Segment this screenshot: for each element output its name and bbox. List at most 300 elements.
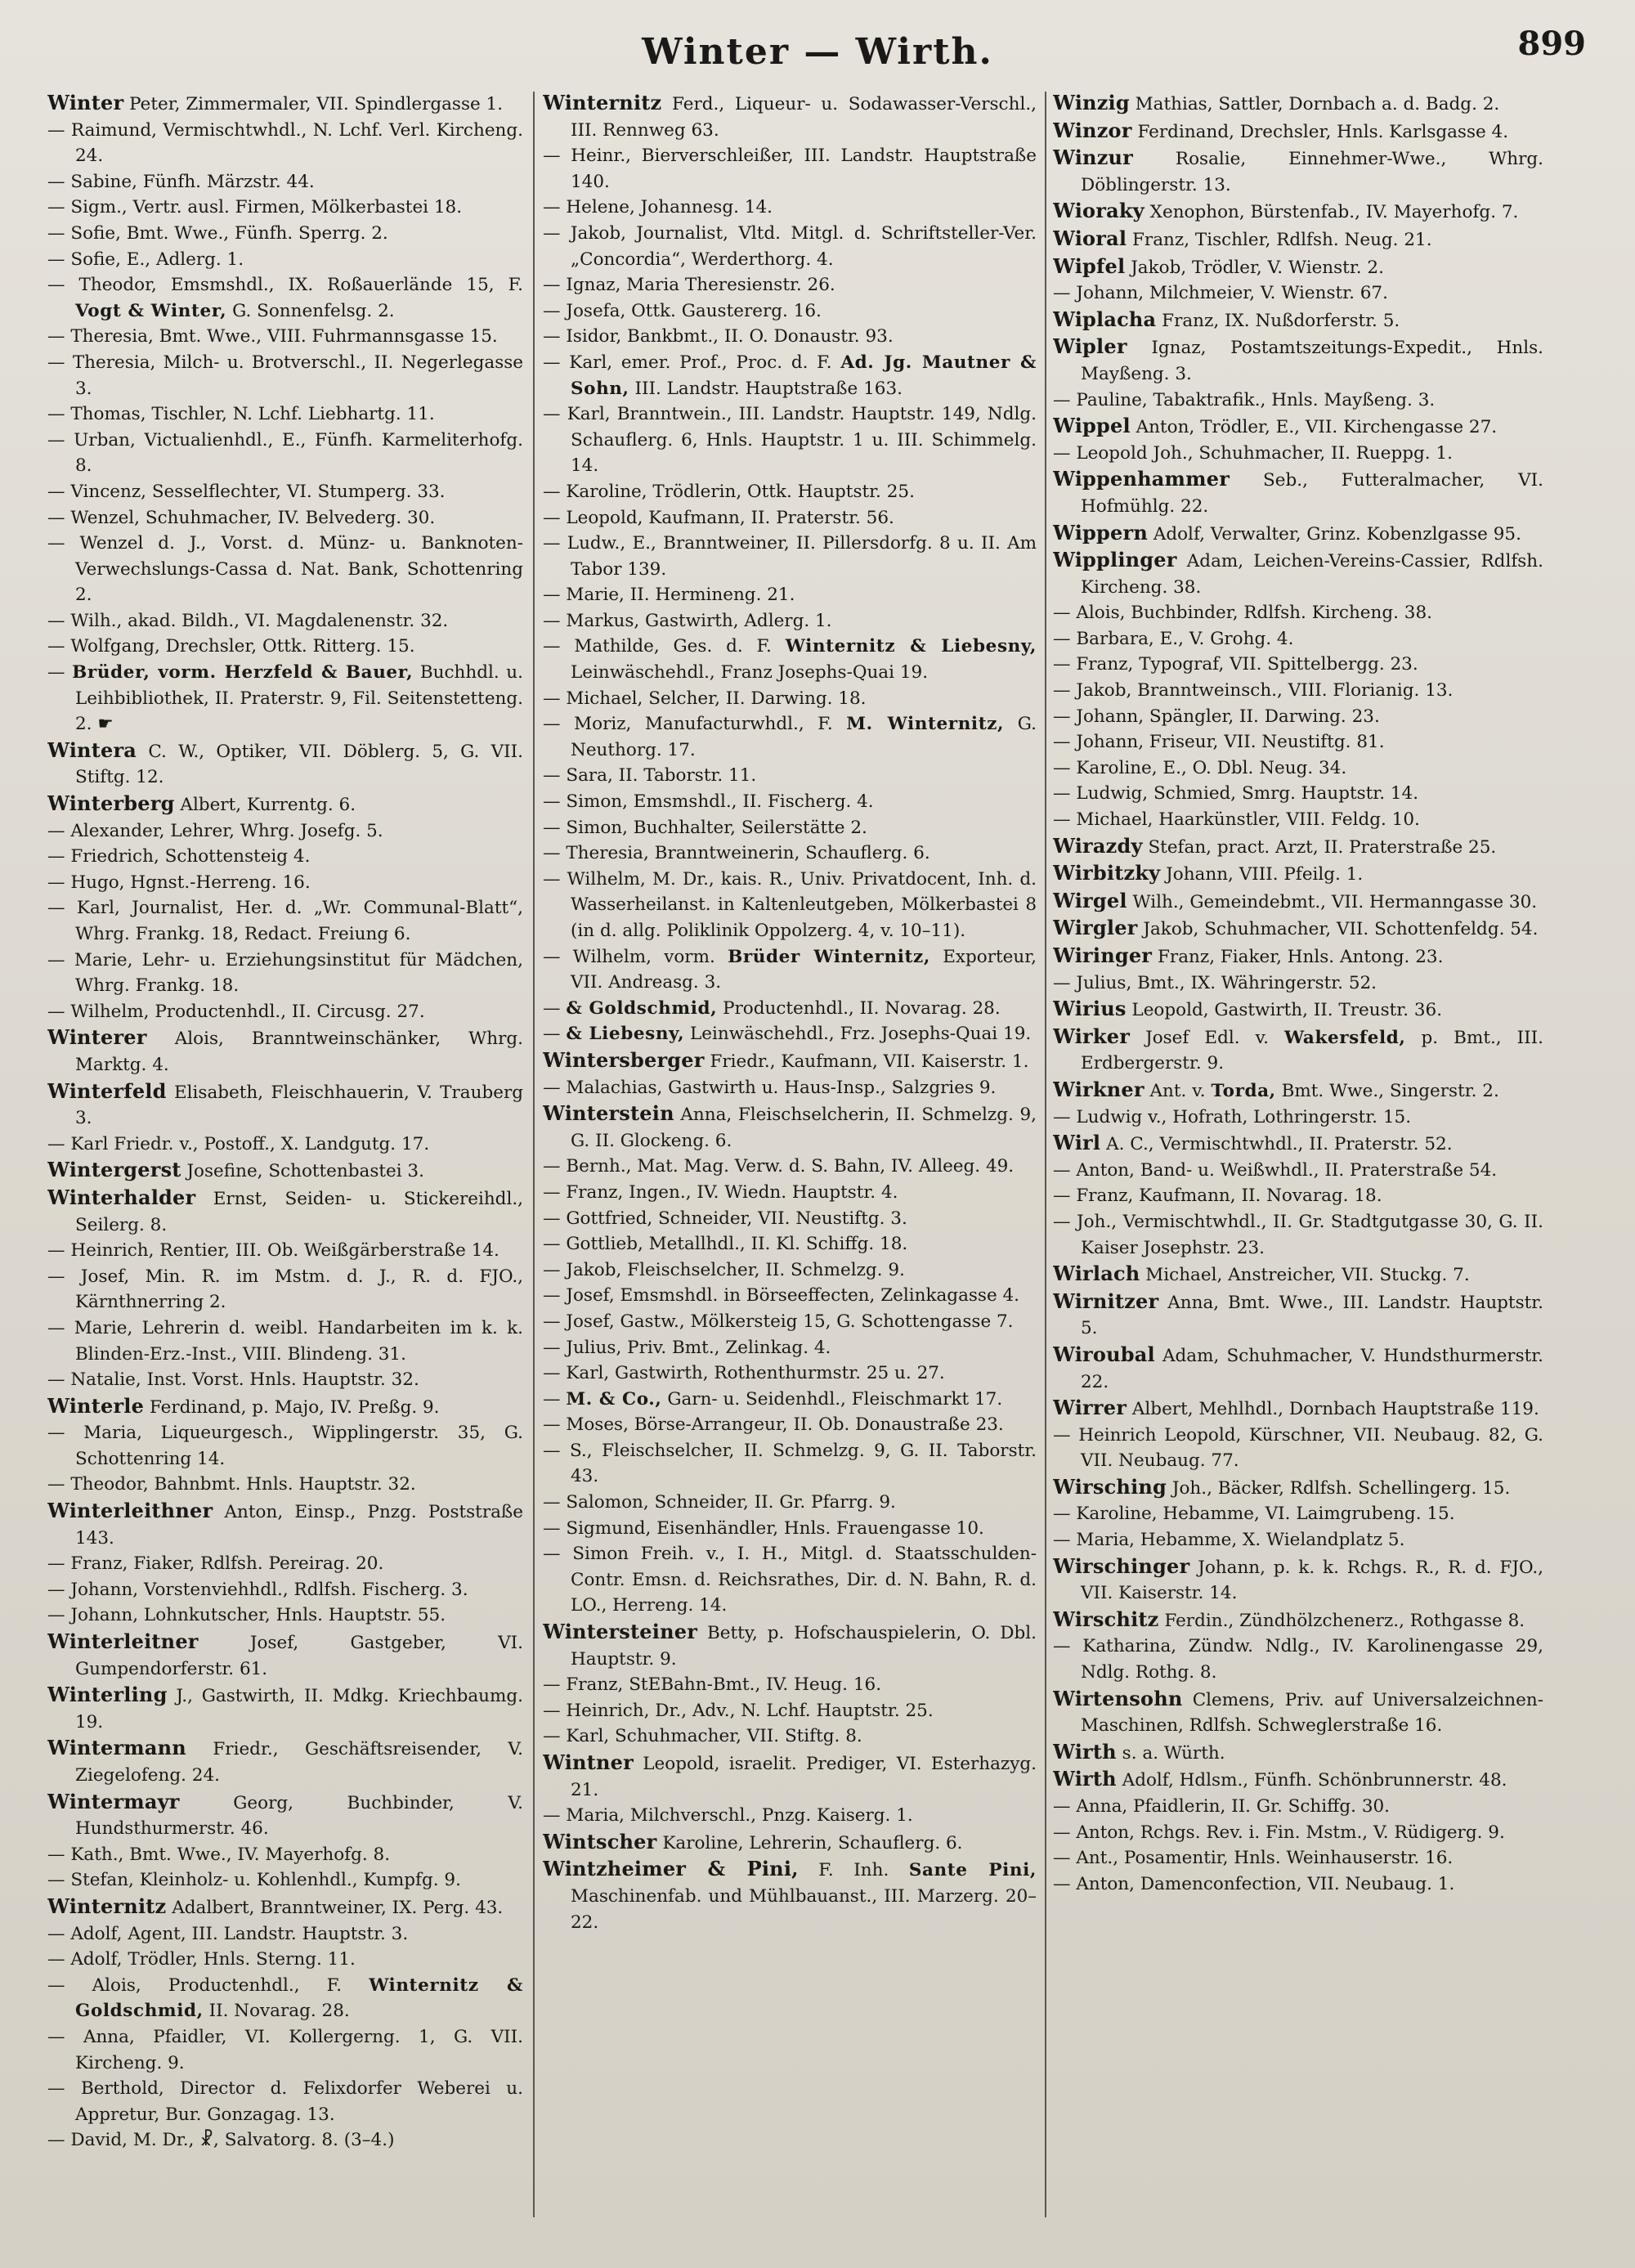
directory-entry (47, 1185, 523, 1238)
entry-text: Albert, Mehlhdl., Dornbach Hauptstraße 119. (1131, 1399, 1539, 1420)
directory-entry (47, 1498, 523, 1551)
directory-entry (47, 1078, 523, 1132)
directory-entry (47, 247, 523, 273)
entry-text: Marie, II. Hermineng. 21. (566, 585, 795, 606)
directory-entry (543, 479, 1037, 505)
directory-entry (1053, 626, 1543, 652)
entry-dash: — (47, 1266, 65, 1287)
entry-surname: Wipfel (1053, 253, 1126, 278)
entry-text: Franz, Typograf, VII. Spittelbergg. 23. (1076, 654, 1418, 675)
entry-surname: Wirker (1053, 1024, 1131, 1048)
entry-surname: Wioraky (1053, 199, 1144, 223)
directory-entry (47, 169, 523, 195)
entry-dash: — (1053, 1424, 1071, 1446)
entry-dash: — (543, 300, 561, 321)
directory-entry (47, 634, 523, 660)
directory-entry (1053, 833, 1543, 861)
directory-entry (1053, 441, 1543, 467)
entry-text: Karoline, E., O. Dbl. Neug. 34. (1076, 757, 1347, 778)
entry-text: Johann, Lohnkutscher, Hnls. Hauptstr. 55. (70, 1605, 446, 1626)
entry-surname: Wipler (1053, 334, 1127, 359)
directory-entry (1053, 1261, 1543, 1289)
directory-entry (543, 711, 1037, 763)
entry-dash: — (47, 846, 65, 867)
directory-entry (47, 118, 523, 169)
entry-surname: Winter (47, 91, 124, 114)
directory-entry (1053, 1766, 1543, 1794)
directory-entry (1053, 915, 1543, 943)
directory-entry (47, 2127, 523, 2154)
entry-firm: Winternitz & Liebesny, (785, 636, 1037, 657)
entry-dash: — (1053, 757, 1071, 778)
entry-text: Friedr., Kaufmann, VII. Kaiserstr. 1. (710, 1051, 1029, 1072)
entry-surname: Winzur (1053, 146, 1134, 170)
directory-entry (543, 1856, 1037, 1935)
directory-entry (543, 531, 1037, 582)
entry-dash: — (543, 1388, 561, 1410)
entry-text: Wolfgang, Drechsler, Ottk. Ritterg. 15. (70, 636, 415, 657)
entry-surname: Wirsching (1053, 1474, 1167, 1499)
entry-dash: — (47, 1974, 65, 1996)
entry-text: Julius, Priv. Bmt., Zelinkag. 4. (566, 1337, 831, 1358)
directory-entry (47, 195, 523, 221)
directory-entry (543, 1283, 1037, 1309)
directory-entry (47, 1264, 523, 1316)
entry-dash: — (47, 1553, 65, 1575)
entry-text: Garn- u. Seidenhdl., Fleischmarkt 17. (667, 1388, 1003, 1410)
entry-dash: — (47, 1605, 65, 1626)
directory-entry (543, 143, 1037, 195)
entry-text: Alois, Productenhdl., F. (92, 1974, 343, 1996)
entry-text: Johann, Milchmeier, V. Wienstr. 67. (1076, 283, 1388, 304)
directory-entry (543, 815, 1037, 841)
entry-text: Karoline, Hebamme, VI. Laimgrubeng. 15. (1076, 1504, 1455, 1525)
directory-entry (47, 2024, 523, 2076)
entry-text: Franz, StEBahn-Bmt., IV. Heug. 16. (566, 1674, 882, 1696)
entry-text: Ant. v. (1149, 1080, 1206, 1101)
entry-firm: M. & Co., (566, 1388, 662, 1410)
entry-text: Ferdinand, Drechsler, Hnls. Karlsgasse 4. (1137, 121, 1509, 142)
entry-surname: Wirazdy (1053, 833, 1143, 858)
entry-dash: — (47, 249, 65, 270)
entry-dash: — (47, 1240, 65, 1262)
directory-entry (543, 1100, 1037, 1154)
entry-surname: Winterberg (47, 791, 175, 816)
entry-dash: — (1053, 972, 1071, 993)
directory-entry (543, 1829, 1037, 1857)
entry-text: Ludw., E., Branntweiner, II. Pillersdorfg. 8 u. II. Am Tabor 139. (567, 533, 1037, 580)
entry-text: Buchhdl. u. Leihbibliothek, II. Praterstr. 9, Fil. Seitenstetteng. 2. ☛ (75, 662, 523, 735)
directory-entry (1053, 755, 1543, 782)
directory-entry (1053, 729, 1543, 755)
entry-surname: Wirgler (1053, 916, 1138, 940)
entry-text: Wilhelm, Productenhdl., II. Circusg. 27. (70, 1001, 425, 1022)
directory-entry (543, 1438, 1037, 1490)
directory-entry (543, 1154, 1037, 1180)
directory-entry (1053, 1024, 1543, 1077)
entry-text: Stefan, pract. Arzt, II. Praterstraße 25. (1148, 836, 1497, 858)
entry-text: Anna, Bmt. Wwe., III. Landstr. Hauptstr. 5. (1081, 1292, 1543, 1339)
entry-text: Anton, Rchgs. Rev. i. Fin. Mstm., V. Rüdigerg. 9. (1076, 1822, 1505, 1843)
directory-entry (47, 1682, 523, 1735)
entry-text: Wilh., Gemeindebmt., VII. Hermanngasse 30. (1132, 891, 1538, 912)
entry-surname: Winterer (47, 1025, 147, 1050)
directory-entry (543, 1698, 1037, 1724)
entry-text: Jakob, Journalist, Vltd. Mitgl. d. Schriftsteller-Ver. „Concordia“, Werderthorg. 4. (570, 222, 1037, 270)
entry-dash: — (47, 1423, 65, 1444)
entry-text: Leopold, israelit. Prediger, VI. Esterhazyg. 21. (571, 1754, 1037, 1800)
directory-entry (1053, 280, 1543, 307)
directory-entry (1053, 520, 1543, 548)
entry-text: Julius, Bmt., IX. Währingerstr. 52. (1076, 972, 1377, 993)
entry-text: Betty, p. Hofschauspielerin, O. Dbl. Hauptstr. 9. (571, 1623, 1037, 1670)
directory-entry (543, 1412, 1037, 1438)
entry-text: Adolf, Hdlsm., Fünfh. Schönbrunnerstr. 48. (1122, 1770, 1507, 1791)
entry-dash: — (543, 146, 561, 167)
directory-entry (1053, 1289, 1543, 1342)
entry-text: Adolf, Trödler, Hnls. Sterng. 11. (70, 1949, 356, 1970)
directory-entry (47, 1393, 523, 1421)
entry-text: Ferd., Liqueur- u. Sodawasser-Verschl., III. Rennweg 63. (571, 94, 1037, 141)
entry-text: Peter, Zimmermaler, VII. Spindlergasse 1. (129, 94, 504, 114)
entry-text: Maria, Hebamme, X. Wielandplatz 5. (1076, 1530, 1405, 1551)
entry-dash: — (47, 507, 65, 528)
entry-text: Karoline, Lehrerin, Schauflerg. 6. (662, 1832, 963, 1853)
entry-surname: Wiroubal (1053, 1342, 1155, 1366)
entry-text: Simon, Buchhalter, Seilerstätte 2. (566, 817, 867, 838)
entry-surname: Wintersberger (543, 1047, 705, 1072)
page-title: Winter — Wirth. (642, 31, 993, 73)
entry-dash: — (1053, 706, 1071, 727)
directory-entry (1053, 334, 1543, 387)
entry-dash: — (543, 1726, 561, 1747)
entry-text: Seb., Futteralmacher, VI. Hofmühlg. 22. (1081, 470, 1543, 517)
directory-entry (47, 1132, 523, 1158)
entry-text: Theodor, Emsmshdl., IX. Roßauerlände 15, F. (78, 275, 523, 296)
directory-entry (1053, 307, 1543, 334)
directory-entry (1053, 1553, 1543, 1607)
directory-entry (1053, 781, 1543, 807)
entry-dash: — (543, 585, 561, 606)
directory-entry (47, 401, 523, 428)
entry-text: Alois, Buchbinder, Rdlfsh. Kircheng. 38. (1076, 603, 1432, 624)
entry-surname: Wirlach (1053, 1262, 1140, 1286)
entry-surname: Wioral (1053, 226, 1127, 250)
entry-dash: — (47, 275, 65, 296)
directory-entry (47, 1551, 523, 1577)
entry-text: Bmt. Wwe., Singerstr. 2. (1281, 1080, 1499, 1101)
entry-dash: — (1053, 809, 1071, 831)
directory-entry (1053, 1845, 1543, 1871)
directory-entry (543, 1180, 1037, 1206)
entry-text: Albert, Kurrentg. 6. (180, 795, 356, 816)
entry-dash: — (1053, 654, 1071, 675)
entry-text: Jakob, Trödler, V. Wienstr. 2. (1131, 257, 1384, 278)
entry-text: Markus, Gastwirth, Adlerg. 1. (566, 610, 832, 631)
entry-dash: — (543, 714, 561, 735)
entry-dash: — (1053, 1822, 1071, 1843)
entry-dash: — (47, 820, 65, 841)
directory-entry (1053, 1077, 1543, 1105)
directory-entry (543, 1541, 1037, 1619)
directory-entry (47, 1420, 523, 1472)
entry-text: Johann, Vorstenviehhdl., Rdlfsh. Fischerg. 3. (70, 1579, 468, 1600)
entry-dash: — (47, 1870, 65, 1891)
directory-entry (1053, 888, 1543, 916)
directory-entry (1053, 1209, 1543, 1261)
entry-firm: Ad. Jg. Mautner & Sohn, (571, 352, 1037, 399)
directory-entry (543, 996, 1037, 1022)
entry-text: G. Sonnenfelsg. 2. (232, 300, 395, 321)
directory-entry (1053, 1183, 1543, 1209)
directory-entry (1053, 1158, 1543, 1184)
entry-text: Pauline, Tabaktrafik., Hnls. Mayßeng. 3. (1076, 389, 1436, 410)
entry-dash: — (47, 197, 65, 218)
entry-dash: — (543, 997, 561, 1019)
entry-dash: — (47, 662, 65, 684)
entry-dash: — (47, 429, 65, 450)
directory-entry (47, 1238, 523, 1264)
entry-dash: — (47, 636, 65, 657)
entry-text: Franz, IX. Nußdorferstr. 5. (1162, 310, 1400, 331)
directory-entry (47, 608, 523, 634)
entry-dash: — (47, 949, 65, 970)
directory-entry (47, 1735, 523, 1788)
directory-entry (543, 1257, 1037, 1284)
directory-entry (47, 272, 523, 324)
entry-surname: Wippern (1053, 520, 1148, 545)
column-1 (47, 90, 523, 2232)
entry-text: Theresia, Milch- u. Brotverschl., II. Negerlegasse 3. (72, 352, 523, 399)
directory-entry (47, 895, 523, 947)
entry-dash: — (543, 688, 561, 709)
directory-entry (543, 1206, 1037, 1232)
entry-surname: Wintergerst (47, 1158, 181, 1182)
entry-text: Anna, Fleischselcherin, II. Schmelzg. 9, G. II. Glockeng. 6. (571, 1105, 1037, 1151)
entry-firm: Wakersfeld, (1284, 1027, 1406, 1048)
entry-text: Franz, Ingen., IV. Wiedn. Hauptstr. 4. (566, 1181, 898, 1203)
directory-entry (1053, 1794, 1543, 1820)
entry-text: Gottlieb, Metallhdl., II. Kl. Schiffg. 18. (566, 1234, 908, 1255)
directory-entry (47, 818, 523, 845)
entry-dash: — (543, 1259, 561, 1280)
entry-surname: Winterleithner (47, 1499, 213, 1523)
entry-text: Ludwig v., Hofrath, Lothringerstr. 15. (1076, 1106, 1412, 1127)
entry-text: Stefan, Kleinholz- u. Kohlenhdl., Kumpfg. 9. (70, 1870, 461, 1891)
entry-dash: — (543, 1414, 561, 1436)
entry-dash: — (47, 222, 65, 244)
entry-dash: — (543, 791, 561, 813)
entry-text: s. a. Würth. (1122, 1742, 1225, 1764)
entry-text: Ludwig, Schmied, Smrg. Hauptstr. 14. (1076, 783, 1419, 805)
entry-surname: Wintersteiner (543, 1620, 698, 1644)
entry-text: Johann, VIII. Pfeilg. 1. (1166, 864, 1364, 885)
entry-surname: Wiplacha (1053, 307, 1157, 331)
entry-text: Ferdin., Zündhölzchenerz., Rothgasse 8. (1164, 1610, 1525, 1631)
entry-text: Hugo, Hgnst.-Herreng. 16. (70, 872, 311, 893)
directory-entry (1053, 970, 1543, 997)
directory-entry (543, 401, 1037, 479)
directory-entry (543, 840, 1037, 867)
entry-text: Sofie, E., Adlerg. 1. (70, 249, 244, 270)
entry-surname: Wippenhammer (1053, 467, 1230, 491)
entry-dash: — (47, 326, 65, 347)
entry-text: p. Bmt., III. Erdbergerstr. 9. (1081, 1027, 1543, 1074)
entry-text: Josefine, Schottenbastei 3. (186, 1161, 424, 1182)
directory-entry (1053, 226, 1543, 253)
directory-entry (543, 505, 1037, 531)
directory-entry (1053, 1820, 1543, 1846)
entry-text: Josefa, Ottk. Gaustererg. 16. (566, 300, 822, 321)
entry-dash: — (1053, 783, 1071, 805)
entry-dash: — (543, 1440, 561, 1461)
entry-text: Sigmund, Eisenhändler, Hnls. Frauengasse 10. (566, 1517, 984, 1539)
directory-entry (47, 1842, 523, 1868)
entry-text: Mathias, Sattler, Dornbach a. d. Badg. 2. (1135, 94, 1500, 114)
directory-entry (1053, 1871, 1543, 1898)
entry-dash: — (543, 1208, 561, 1229)
entry-text: Isidor, Bankbmt., II. O. Donaustr. 93. (566, 326, 894, 347)
entry-dash: — (543, 817, 561, 838)
entry-dash: — (543, 1517, 561, 1539)
directory-entry (543, 1309, 1037, 1335)
directory-entry (543, 1335, 1037, 1361)
entry-text: Ant., Posamentir, Hnls. Weinhauserstr. 16. (1076, 1848, 1454, 1869)
directory-entry (1053, 1105, 1543, 1131)
entry-text: Raimund, Vermischtwhdl., N. Lchf. Verl. Kircheng. 24. (70, 119, 523, 167)
directory-entry (543, 221, 1037, 272)
page-number: 899 (1517, 25, 1586, 63)
directory-entry (47, 1316, 523, 1367)
entry-text: Barbara, E., V. Grohg. 4. (1076, 628, 1294, 649)
directory-entry (47, 531, 523, 608)
entry-text: Leopold, Gastwirth, II. Treustr. 36. (1131, 1000, 1443, 1021)
entry-dash: — (543, 404, 561, 425)
entry-dash: — (47, 481, 65, 502)
entry-text: Anna, Pfaidler, VI. Kollergerng. 1, G. VII. Kircheng. 9. (75, 2026, 523, 2073)
entry-surname: Wirtensohn (1053, 1686, 1183, 1710)
entry-surname: Wirnitzer (1053, 1289, 1159, 1313)
directory-entry (1053, 1527, 1543, 1553)
entry-text: Michael, Selcher, II. Darwing. 18. (566, 688, 867, 709)
entry-text: A. C., Vermischtwhdl., II. Praterstr. 52. (1106, 1134, 1453, 1155)
entry-surname: Wirius (1053, 997, 1127, 1021)
column-3 (1053, 90, 1543, 2232)
entry-text: Johann, p. k. k. Rchgs. R., R. d. FJO., VII. Kaiserstr. 14. (1081, 1557, 1543, 1604)
entry-dash: — (47, 2026, 65, 2047)
entry-dash: — (543, 843, 561, 864)
entry-surname: Winzor (1053, 118, 1132, 142)
entry-text: Bernh., Mat. Mag. Verw. d. S. Bahn, IV. Alleeg. 49. (566, 1156, 1015, 1177)
directory-entry (543, 582, 1037, 608)
entry-dash: — (47, 1579, 65, 1600)
entry-surname: Wirl (1053, 1131, 1101, 1155)
entry-dash: — (47, 1369, 65, 1391)
entry-text: Joh., Bäcker, Rdlfsh. Schellingerg. 15. (1171, 1477, 1511, 1499)
directory-entry (1053, 1474, 1543, 1502)
entry-text: Wilh., akad. Bildh., VI. Magdalenenstr. 32. (70, 610, 449, 631)
entry-text: Jakob, Schuhmacher, VII. Schottenfeldg. 54. (1143, 919, 1539, 940)
entry-dash: — (543, 1337, 561, 1358)
directory-entry (1053, 678, 1543, 704)
directory-entry (1053, 600, 1543, 626)
entry-text: Heinr., Bierverschleißer, III. Landstr. Hauptstraße 140. (571, 146, 1037, 192)
entry-text: J., Gastwirth, II. Mdkg. Kriechbaumg. 19. (75, 1686, 523, 1732)
entry-surname: Wirschitz (1053, 1607, 1159, 1631)
entry-text: II. Novarag. 28. (208, 2001, 350, 2022)
entry-dash: — (543, 1181, 561, 1203)
entry-dash: — (543, 352, 561, 373)
directory-entry (543, 1490, 1037, 1516)
entry-text: Productenhdl., II. Novarag. 28. (723, 997, 1001, 1019)
entry-dash: — (47, 898, 65, 919)
entry-text: Franz, Kaufmann, II. Novarag. 18. (1076, 1186, 1382, 1207)
entry-dash: — (1053, 1530, 1071, 1551)
entry-dash: — (1053, 1159, 1071, 1181)
entry-surname: Wipplinger (1053, 548, 1177, 572)
directory-entry (543, 1360, 1037, 1387)
directory-entry (47, 791, 523, 818)
entry-text: Alexander, Lehrer, Whrg. Josefg. 5. (70, 820, 383, 841)
entry-surname: Winzig (1053, 91, 1130, 114)
entry-dash: — (543, 533, 561, 554)
directory-entry (543, 944, 1037, 996)
entry-text: Alois, Branntweinschänker, Whrg. Marktg. 4. (75, 1029, 523, 1075)
directory-entry (543, 789, 1037, 815)
entry-text: Adalbert, Branntweiner, IX. Perg. 43. (172, 1897, 504, 1918)
entry-dash: — (1053, 1211, 1071, 1232)
entry-surname: Winterhalder (47, 1185, 196, 1209)
entry-dash: — (47, 119, 65, 141)
entry-dash: — (543, 275, 561, 296)
entry-text: F. Inh. (818, 1860, 889, 1881)
directory-entry (47, 221, 523, 247)
entry-dash: — (1053, 603, 1071, 624)
entry-surname: Wintermann (47, 1736, 186, 1760)
directory-entry (1053, 943, 1543, 970)
entry-firm: Sante Pini, (908, 1860, 1037, 1881)
entry-surname: Wippel (1053, 414, 1131, 438)
entry-dash: — (543, 507, 561, 528)
directory-entry (543, 350, 1037, 401)
directory-entry (1053, 388, 1543, 414)
entry-dash: — (1053, 680, 1071, 701)
directory-entry (543, 1516, 1037, 1542)
directory-entry (543, 1619, 1037, 1672)
entry-text: Elisabeth, Fleischhauerin, V. Trauberg 3. (75, 1082, 523, 1129)
entry-text: Sara, II. Taborstr. 11. (566, 765, 757, 787)
directory-entry (543, 634, 1037, 685)
entry-dash: — (543, 610, 561, 631)
entry-dash: — (543, 765, 561, 787)
entry-firm: M. Winternitz, (846, 714, 1005, 735)
entry-text: Rosalie, Einnehmer-Wwe., Whrg. Döblingerstr. 13. (1081, 149, 1543, 195)
directory-entry (1053, 1342, 1543, 1395)
entry-dash: — (543, 1024, 561, 1045)
entry-text: Leopold, Kaufmann, II. Praterstr. 56. (566, 507, 894, 528)
directory-entry (1053, 90, 1543, 118)
entry-text: Adolf, Verwalter, Grinz. Kobenzlgasse 95. (1153, 523, 1521, 545)
entry-surname: Winterleitner (47, 1629, 199, 1654)
entry-dash: — (543, 1492, 561, 1513)
directory-entry (543, 1750, 1037, 1803)
entry-text: Theodor, Bahnbmt. Hnls. Hauptstr. 32. (70, 1474, 416, 1495)
directory-entry (543, 1672, 1037, 1698)
entry-surname: Wintner (543, 1750, 634, 1774)
entry-text: Urban, Victualienhdl., E., Fünfh. Karmeliterhofg. 8. (74, 429, 523, 477)
entry-text: Salomon, Schneider, II. Gr. Pfarrg. 9. (566, 1492, 896, 1513)
directory-entry (47, 660, 523, 737)
